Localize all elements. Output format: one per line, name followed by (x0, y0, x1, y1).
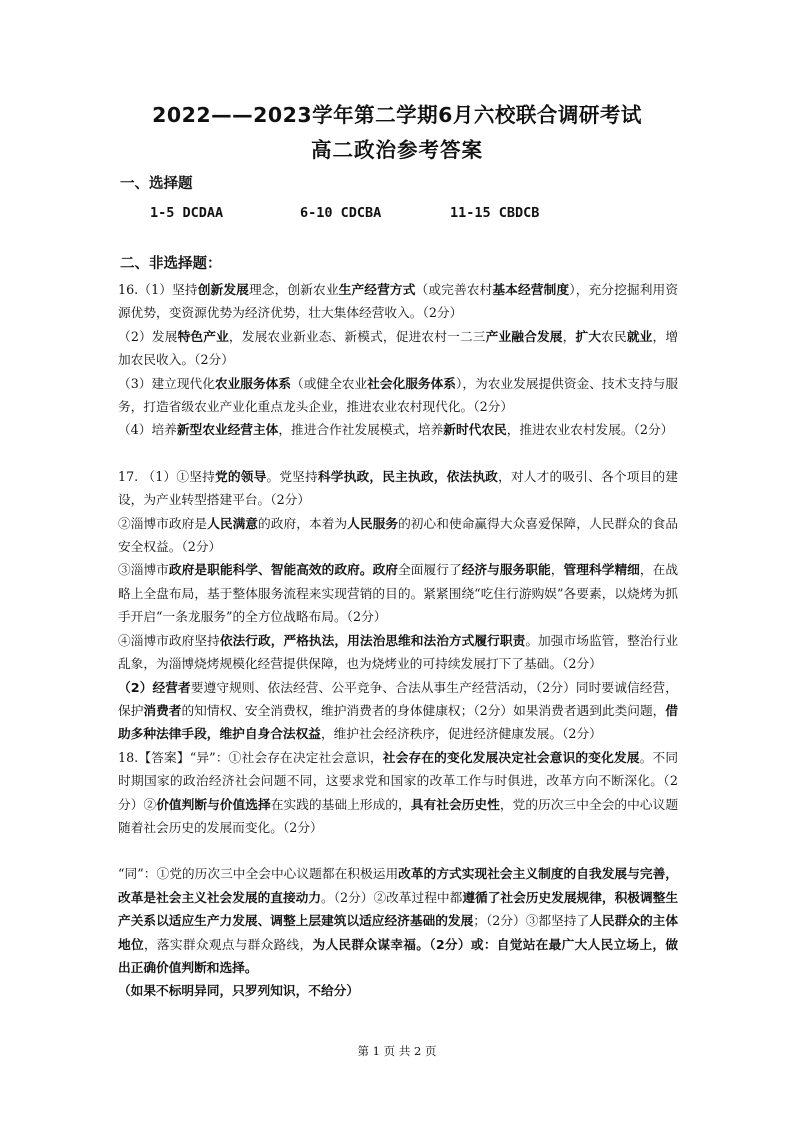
answer-text: ，推进农业农村发展。（2分） (506, 422, 674, 438)
section-heading-choice: 一、选择题 (120, 176, 193, 192)
answer-paragraph (118, 465, 678, 512)
answer-text: 在实践的基础上形成的， (270, 796, 411, 812)
key-point-text: 科学执政，民主执政，依法执政 (317, 468, 499, 484)
key-point-text: （2） (118, 679, 153, 695)
exam-subtitle: 高二政治参考答案 (311, 138, 483, 162)
answer-text: 。（2分）②改革过程中都 (321, 889, 463, 905)
answer-paragraph (118, 676, 678, 746)
answer-group-1: 1-5 DCDAA (150, 205, 224, 221)
key-point-text: 产业融合发展 (485, 328, 563, 344)
key-point-text: 价值判断与价值选择 (156, 796, 271, 812)
answer-paragraph (118, 325, 678, 372)
key-point-text: 人民群众的主体地位 (118, 913, 679, 952)
answer-text: ，对人才的吸引、各个项目的建设，为产业转型搭建平台。（2分） (118, 468, 679, 508)
answer-group-2: 6-10 CDCBA (300, 205, 382, 221)
key-point-text: 。（2分）或：自觉站在最广大人民立场上，做出正确价值判断和选择。 (118, 936, 679, 975)
key-point-text: 社会化服务体系 (367, 375, 456, 391)
answer-text: 全面履行了 (398, 562, 462, 578)
answer-text: ，增加农民收入。（2分） (118, 328, 679, 368)
key-point-text: 就业 (626, 328, 653, 344)
answer-text: 。党坚持 (266, 468, 318, 484)
key-point-text: 农业服务体系 (214, 375, 292, 391)
key-point-text: 管理科学精细 (563, 562, 640, 578)
key-point-text: 扩大 (575, 328, 602, 344)
answer-paragraph (118, 746, 678, 840)
answer-text: ， (550, 562, 564, 578)
answer-text: “同”：①党的历次三中全会中心议题都在积极运用 (118, 866, 399, 882)
key-point-text: 特色产业 (177, 328, 229, 344)
answer-text: ，发展农业新业态、新模式，促进农村一二三 (228, 328, 486, 344)
key-point-text: 政府是职能科学、智能高效的政府。政府 (168, 562, 399, 578)
paragraph-gap (118, 839, 678, 862)
key-point-text: 社会存在的变化发展决定社会意识的变化发展 (382, 749, 640, 765)
answer-text: ，维护社会经济秩序，促进经济健康发展。（2分） (321, 726, 602, 742)
answer-paragraph (118, 979, 678, 1002)
answer-paragraph (118, 862, 678, 979)
section-heading-nonchoice: 二、非选择题： (120, 256, 222, 272)
answer-text: 理念，创新农业 (248, 282, 339, 297)
page-number: 第 1 页 共 2 页 (357, 1044, 437, 1058)
key-point-text: 创新发展 (197, 282, 249, 297)
key-point-text: 具有社会历史性 (410, 796, 500, 812)
answer-text: ），为农业发展提供资金、技术支持与服务，打造省级农业产业化重点龙头企业，推进农业农村现代化。（2分） (118, 375, 679, 415)
answer-text: ；（2分）③都坚持了 (473, 913, 590, 929)
answer-paragraph (118, 418, 678, 441)
key-point-text: 人民满意 (207, 515, 259, 531)
key-point-text: 新时代农民 (443, 422, 507, 438)
answer-text: ③淄博市 (118, 562, 169, 578)
answer-paragraph (118, 372, 678, 419)
exam-title: 2022——2023学年第二学期6月六校联合调研考试 (152, 103, 642, 127)
answer-text: ），充分挖掘利用资源优势，变资源优势为经济优势，壮大集体经营收入。（2分） (118, 282, 679, 321)
key-point-text: 基本经营制度 (492, 282, 570, 297)
key-point-text: 为人民群众谋幸福 (312, 936, 417, 952)
answer-body (118, 278, 678, 1003)
key-point-text: 人民服务 (347, 515, 399, 531)
answer-text: （4）培养 (118, 422, 177, 438)
key-point-text: 经营者 (152, 679, 191, 695)
key-point-text: 依法行政，严格执法，用法治思维和法治方式履行职责 (219, 632, 526, 648)
answer-text: （或完善农村 (415, 282, 493, 297)
answer-text: 要遵守规则、依法经营、公平竞争、合法从事生产经营活动，（2分）同时要诚信经营，保护 (118, 679, 678, 718)
key-point-text: 遵循了社会历史发展规律，积极调整生产关系以适应生产力发展、调整上层建筑以适应经济基础的发展 (118, 889, 679, 929)
key-point-text: 消费者 (143, 702, 182, 718)
answer-text: 16.（1）坚持 (118, 282, 198, 297)
answer-text: ，推进合作社发展模式，培养 (278, 422, 444, 438)
key-point-text: 借助多种法律手段，维护自身合法权益 (118, 702, 679, 742)
answer-text: 农民 (601, 328, 627, 344)
answer-text: ，党的历次三中全会的中心议题随着社会历史的发展而变化。（2分） (118, 796, 679, 835)
answer-text: 的知情权、安全消费权，维护消费者的身体健康权；（2分）如果消费者遇到此类问题， (181, 702, 666, 718)
key-point-text: 新型农业经营主体 (176, 422, 279, 438)
answer-paragraph (118, 512, 678, 559)
answer-paragraph (118, 558, 678, 628)
answer-paragraph (118, 278, 678, 325)
answer-text: ②淄博市政府是 (118, 515, 208, 531)
answer-text: （或健全农业 (291, 375, 368, 391)
answer-text: 17. （1）①坚持 (118, 468, 215, 484)
key-point-text: 党的领导 (214, 468, 267, 484)
answer-text: ， (562, 328, 576, 344)
answer-text: 的初心和使命赢得大众喜爱保障，人民群众的食品安全权益。（2分） (118, 515, 679, 555)
key-point-text: （如果不标明异同，只罗列知识，不给分） (118, 983, 360, 999)
answer-text: ，落实群众观点与群众路线， (143, 936, 313, 952)
answer-text: ，在战略上全盘布局，基于整体服务流程来实现营销的目的。紧紧围绕“吃住行游购娱”各要素，以烧烤为抓手开启“一条龙服务”的全方位战略布局。（2分） (118, 562, 679, 625)
answer-paragraph (118, 629, 678, 676)
answer-text: 18.【答案】“异”：①社会存在决定社会意识， (118, 749, 383, 765)
key-point-text: 生产经营方式 (338, 282, 416, 297)
answer-text: 。加强市场监管，整治行业乱象，为淄博烧烤规模化经营提供保障，也为烧烤业的可持续发展打下了基础。（2分） (118, 632, 679, 672)
key-point-text: 经济与服务职能 (461, 562, 551, 578)
answer-text: （3）建立现代化 (118, 375, 215, 391)
answer-text: ④淄博市政府坚持 (118, 632, 220, 648)
answer-text: （2）发展 (118, 328, 178, 344)
answer-group-3: 11-15 CBDCB (450, 205, 540, 221)
answer-text: 的政府，本着为 (258, 515, 348, 531)
key-point-text: 改革的方式实现社会主义制度的自我发展与完善，改革是社会主义社会发展的直接动力 (118, 866, 678, 905)
answer-text: 。不同时期国家的政治经济社会问题不同，这要求党和国家的改革工作与时俱进，改革方向不断深化。（2分）② (118, 749, 679, 812)
paragraph-gap (118, 442, 678, 465)
